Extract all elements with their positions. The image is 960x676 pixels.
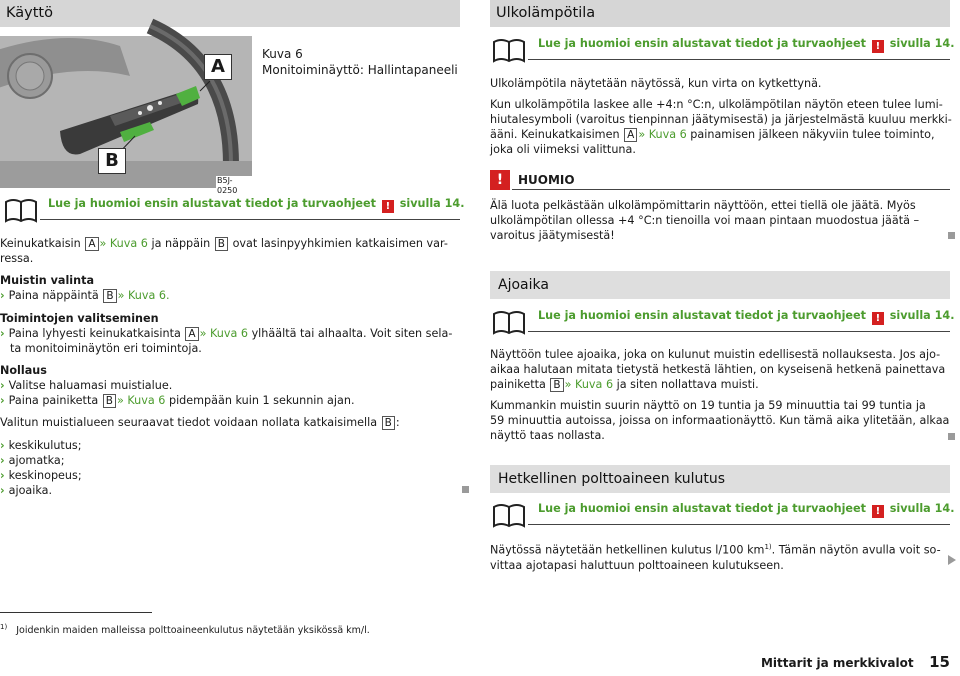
figure-caption-number: Kuva 6: [262, 47, 303, 61]
safety-note-link[interactable]: sivulla 14.: [889, 502, 955, 515]
section-title: Käyttö: [6, 5, 53, 21]
reset-section: Nollaus › Valitse haluamasi muistialue. › Paina painiketta B » Kuva 6 pidempään kuin 1 sekunnin ajan.: [0, 363, 460, 408]
book-icon: [492, 499, 526, 529]
step-arrow-icon: ›: [0, 379, 5, 392]
safety-note-link[interactable]: sivulla 14.: [889, 37, 955, 50]
memory-title: Muistin valinta: [0, 274, 95, 287]
section-end-marker: [948, 232, 955, 239]
step-arrow-icon: ›: [0, 327, 5, 340]
list-item: › ajoaika.: [0, 484, 53, 497]
section-header-kulutus: [490, 465, 950, 493]
section-end-marker: [948, 433, 955, 440]
key-b: B: [103, 394, 116, 408]
list-item: › keskinopeus;: [0, 469, 82, 482]
key-b: B: [382, 416, 395, 430]
book-icon: [492, 306, 526, 336]
safety-note: Lue ja huomioi ensin alustavat tiedot ja turvaohjeet ! sivulla 14.: [538, 309, 955, 324]
key-a: A: [185, 327, 198, 341]
outside-temp-p2: Kun ulkolämpötila laskee alle +4:n °C:n, ulkolämpötilan näytön eteen tulee lumi- hiutalesymboli (varoitus tienpinnan jäätymisestä) ja järjestelmästä kuuluu merkki- ääni. Keinukatkaisimen A » Kuva 6 painamisen jälkeen näkyviin tulee toiminto, joka oli viimeksi valittuna.: [490, 98, 952, 156]
figure-ref[interactable]: » Kuva 6: [564, 378, 614, 391]
step-arrow-icon: ›: [0, 469, 5, 482]
key-b: B: [550, 378, 563, 392]
functions-section: Toimintojen valitseminen › Paina lyhyesti keinukatkaisinta A » Kuva 6 ylhäältä tai alhaalta. Voit siten sela- ta monitoiminäytön eri toimintoja.: [0, 311, 460, 356]
outside-temp-p1: Ulkolämpötila näytetään näytössä, kun virta on kytkettynä.: [490, 77, 822, 90]
book-icon: [4, 194, 38, 224]
key-a: A: [624, 128, 637, 142]
key-b: B: [103, 289, 116, 303]
step-arrow-icon: ›: [0, 439, 5, 452]
step-arrow-icon: ›: [0, 289, 5, 302]
figure-code: B5J-0250: [216, 176, 252, 196]
figure-ref[interactable]: » Kuva 6: [638, 128, 687, 141]
steering-column-figure: [0, 36, 252, 195]
section-end-marker: [462, 486, 469, 493]
caution-title: HUOMIO: [518, 173, 575, 187]
footer-section: Mittarit ja merkkivalot: [760, 656, 914, 670]
step-arrow-icon: ›: [0, 454, 5, 467]
intro-paragraph: Keinukatkaisin A » Kuva 6 ja näppäin B ovat lasinpyyhkimien katkaisimen var- ressa.: [0, 237, 448, 265]
figure-ref[interactable]: » Kuva 6: [99, 237, 148, 250]
safety-note: Lue ja huomioi ensin alustavat tiedot ja turvaohjeet ! sivulla 14.: [538, 37, 955, 52]
page-number: 15: [929, 653, 950, 671]
page-footer: [640, 655, 950, 671]
footnote-text: Joidenkin maiden malleissa polttoaineenkulutus näytetään yksikössä km/l.: [16, 625, 370, 637]
list-item: › keskikulutus;: [0, 439, 82, 452]
figure-caption-text: Monitoiminäyttö: Hallintapaneeli: [262, 63, 458, 77]
key-a: A: [85, 237, 98, 251]
safety-note-text: Lue ja huomioi ensin alustavat tiedot ja turvaohjeet: [48, 197, 376, 210]
section-title: Hetkellinen polttoaineen kulutus: [498, 471, 726, 487]
key-b: B: [215, 237, 228, 251]
callout-b: B: [98, 148, 126, 174]
safety-note: [48, 196, 464, 213]
figure-caption: [262, 46, 458, 78]
footnote-divider: [0, 612, 152, 613]
safety-note-link[interactable]: sivulla 14.: [889, 309, 955, 322]
consumption-p1: Näytössä näytetään hetkellinen kulutus l/100 $km^{1)}$. Tämän näytön avulla voit so- vittaa ajotapasi haluttuun polttoaineen kulutukseen.: [490, 543, 941, 572]
caution-box: [490, 170, 950, 246]
functions-title: Toimintojen valitseminen: [0, 312, 159, 325]
section-header-ulkolampotila: [490, 0, 950, 27]
step-arrow-icon: ›: [0, 394, 5, 407]
warning-icon: !: [872, 505, 884, 518]
reset-values-list: [0, 438, 300, 498]
section-title: Ulkolämpötila: [496, 5, 596, 21]
section-title: Ajoaika: [498, 277, 549, 293]
footnote-mark: 1): [0, 623, 8, 631]
warning-icon: !: [872, 312, 884, 325]
warning-icon: !: [382, 200, 394, 213]
safety-note-link[interactable]: sivulla 14.: [399, 197, 465, 210]
figure-ref[interactable]: » Kuva 6.: [117, 289, 170, 302]
continue-arrow-icon: [948, 555, 956, 565]
callout-a: A: [204, 54, 232, 80]
footnote-ref[interactable]: 1): [764, 543, 772, 551]
step-arrow-icon: ›: [0, 484, 5, 497]
drive-time-p1: Näyttöön tulee ajoaika, joka on kulunut muistin edellisestä nollauksesta. Jos ajo- aikaa halutaan mitata tietystä hetkestä lähtien, on kyseisenä hetkenä painettava painiketta B » Kuva 6 ja siten nollattava muisti.: [490, 348, 946, 391]
caution-text: Älä luota pelkästään ulkolämpömittarin näyttöön, ettei tiellä ole jäätä. Myös ulkolämpötilan ollessa +4 °C:n tienoilla voi maan pintaan muodostua jäätä – varoitus jäätymisestä!: [490, 199, 920, 242]
figure-ref[interactable]: » Kuva 6: [116, 394, 166, 407]
caution-title-bar: [512, 170, 950, 190]
list-item: › ajomatka;: [0, 454, 65, 467]
caution-icon: !: [490, 170, 510, 190]
list-intro: Valitun muistialueen seuraavat tiedot voidaan nollata katkaisimella B :: [0, 416, 400, 429]
section-header-kaytto: [0, 0, 460, 27]
drive-time-p2: Kummankin muistin suurin näyttö on 19 tuntia ja 59 minuuttia tai 99 tuntia ja 59 minuuttia autoissa, joissa on informaationäyttö. Kun tämä aika ylitetään, alkaa näyttö taas nollasta.: [490, 399, 950, 442]
memory-section: Muistin valinta › Paina näppäintä B » Kuva 6.: [0, 273, 460, 303]
safety-note: Lue ja huomioi ensin alustavat tiedot ja turvaohjeet ! sivulla 14.: [538, 502, 955, 517]
book-icon: [492, 34, 526, 64]
warning-icon: !: [872, 40, 884, 53]
footnote: [0, 621, 460, 637]
figure-ref[interactable]: » Kuva 6: [199, 327, 248, 340]
reset-title: Nollaus: [0, 364, 47, 377]
section-header-ajoaika: [490, 271, 950, 299]
